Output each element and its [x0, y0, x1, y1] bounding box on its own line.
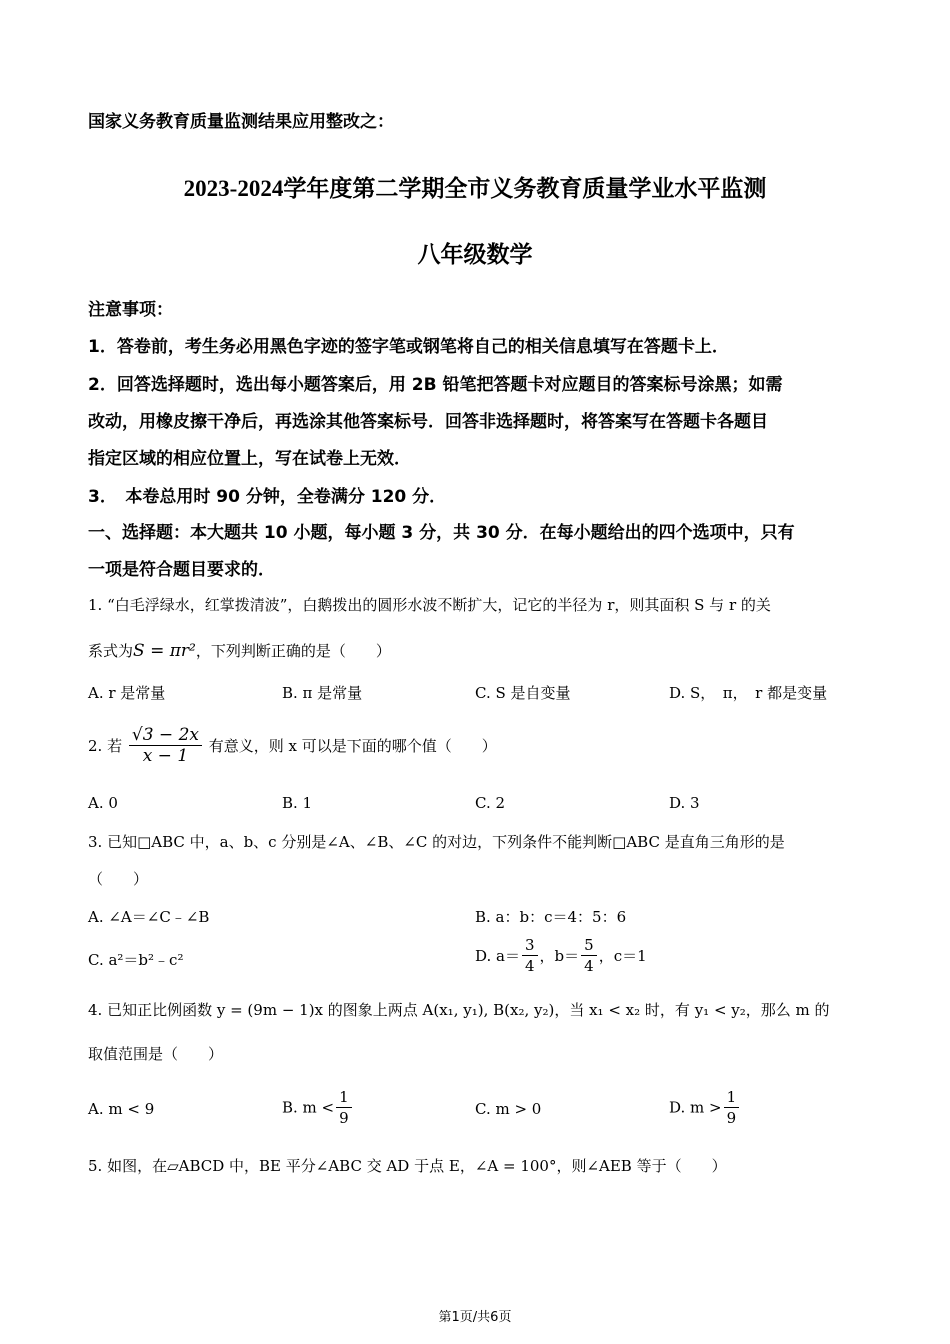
q5-stem: 5. 如图，在▱ABCD 中，BE 平分∠ABC 交 AD 于点 E，∠A = 100°，则∠AEB 等于（ ）	[88, 1157, 727, 1175]
q4-option-b-frac: $\frac{1}{9}$	[336, 1087, 352, 1128]
q3-stem-line2: （ ）	[88, 870, 149, 888]
header-note: 国家义务教育质量监测结果应用整改之：	[88, 112, 394, 132]
q3-stem-line1: 3. 已知□ABC 中，a、b、c 分别是∠A、∠B、∠C 的对边，下列条件不能判断□ABC 是直角三角形的是	[88, 833, 785, 851]
q1-stem-post: ，下列判断正确的是（ ）	[195, 642, 391, 660]
q4-option-b-pre: B. m <	[282, 1098, 335, 1117]
q2-numerator: √3 − 2x	[129, 725, 202, 746]
q4-stem-line2: 取值范围是（ ）	[88, 1045, 224, 1063]
q2-option-a: A. 0	[88, 794, 118, 812]
q1-option-d: D. S， π， r 都是变量	[669, 684, 828, 702]
q3-option-b: B. a：b：c＝4：5：6	[475, 908, 627, 926]
q2-option-d: D. 3	[669, 794, 700, 812]
q2-option-c: C. 2	[475, 794, 506, 812]
q3-option-c: C. a²＝b²﹣c²	[88, 951, 184, 969]
exam-subtitle: 八年级数学	[417, 242, 533, 267]
notice-heading: 注意事项：	[88, 300, 173, 320]
q2-denominator: x − 1	[142, 746, 189, 766]
q3-option-d-frac1: $\frac{3}{4}$	[522, 935, 538, 976]
q1-stem-line1: 1. “白毛浮绿水，红掌拨清波”，白鹅拨出的圆形水波不断扩大，记它的半径为 r，则其面积 S 与 r 的关	[88, 596, 771, 614]
q1-option-c: C. S 是自变量	[475, 684, 571, 702]
q1-formula: S = πr²	[133, 641, 196, 661]
page-footer: 第1页/共6页	[438, 1310, 512, 1325]
notice-item-1: 1．答卷前，考生务必用黑色字迹的签字笔或钢笔将自己的相关信息填写在答题卡上．	[88, 337, 729, 357]
q4-stem-line1: 4. 已知正比例函数 y = (9m − 1)x 的图象上两点 A(x₁, y₁), B(x₂, y₂)，当 x₁ < x₂ 时，有 y₁ < y₂，那么 m 的	[88, 1001, 830, 1019]
q3-option-d	[475, 935, 647, 976]
q2-option-b: B. 1	[282, 794, 313, 812]
q3-option-d-frac2: $\frac{5}{4}$	[581, 935, 597, 976]
notice-item-2-line2: 改动，用橡皮擦干净后，再选涂其他答案标号．回答非选择题时，将答案写在答题卡各题目	[88, 412, 768, 432]
q2-stem	[88, 725, 497, 766]
q2-stem-pre: 2. 若	[88, 737, 123, 755]
q4-option-b	[282, 1087, 354, 1128]
q3-option-d-post: ，c＝1	[598, 947, 647, 965]
q4-option-c: C. m > 0	[475, 1100, 542, 1118]
q1-stem-pre: 系式为	[88, 642, 134, 660]
section-heading-line1: 一、选择题：本大题共 10 小题，每小题 3 分，共 30 分．在每小题给出的四个选项中，只有	[88, 523, 795, 543]
q1-option-b: B. π 是常量	[282, 684, 363, 702]
q3-option-a: A. ∠A＝∠C﹣∠B	[88, 908, 210, 926]
notice-item-2-line1: 2．回答选择题时，选出每小题答案后，用 2B 铅笔把答题卡对应题目的答案标号涂黑；如需	[88, 375, 783, 395]
notice-item-3: 3． 本卷总用时 90 分钟，全卷满分 120 分．	[88, 487, 447, 507]
q4-option-d	[669, 1087, 741, 1128]
notice-item-2-line3: 指定区域的相应位置上，写在试卷上无效．	[88, 449, 411, 469]
q4-option-a: A. m < 9	[88, 1100, 155, 1118]
section-heading-line2: 一项是符合题目要求的．	[88, 560, 275, 580]
q4-option-d-frac: $\frac{1}{9}$	[724, 1087, 740, 1128]
q4-option-d-pre: D. m >	[669, 1098, 722, 1117]
q2-fraction	[129, 725, 202, 766]
q2-stem-post: 有意义，则 x 可以是下面的哪个值（ ）	[208, 737, 497, 755]
q3-option-d-mid: ，b＝	[539, 947, 580, 965]
exam-title: 2023-2024学年度第二学期全市义务教育质量学业水平监测	[183, 176, 767, 201]
q3-option-d-pre: D. a＝	[475, 947, 520, 965]
q1-stem-line2	[88, 640, 391, 661]
q1-option-a: A. r 是常量	[88, 684, 166, 702]
